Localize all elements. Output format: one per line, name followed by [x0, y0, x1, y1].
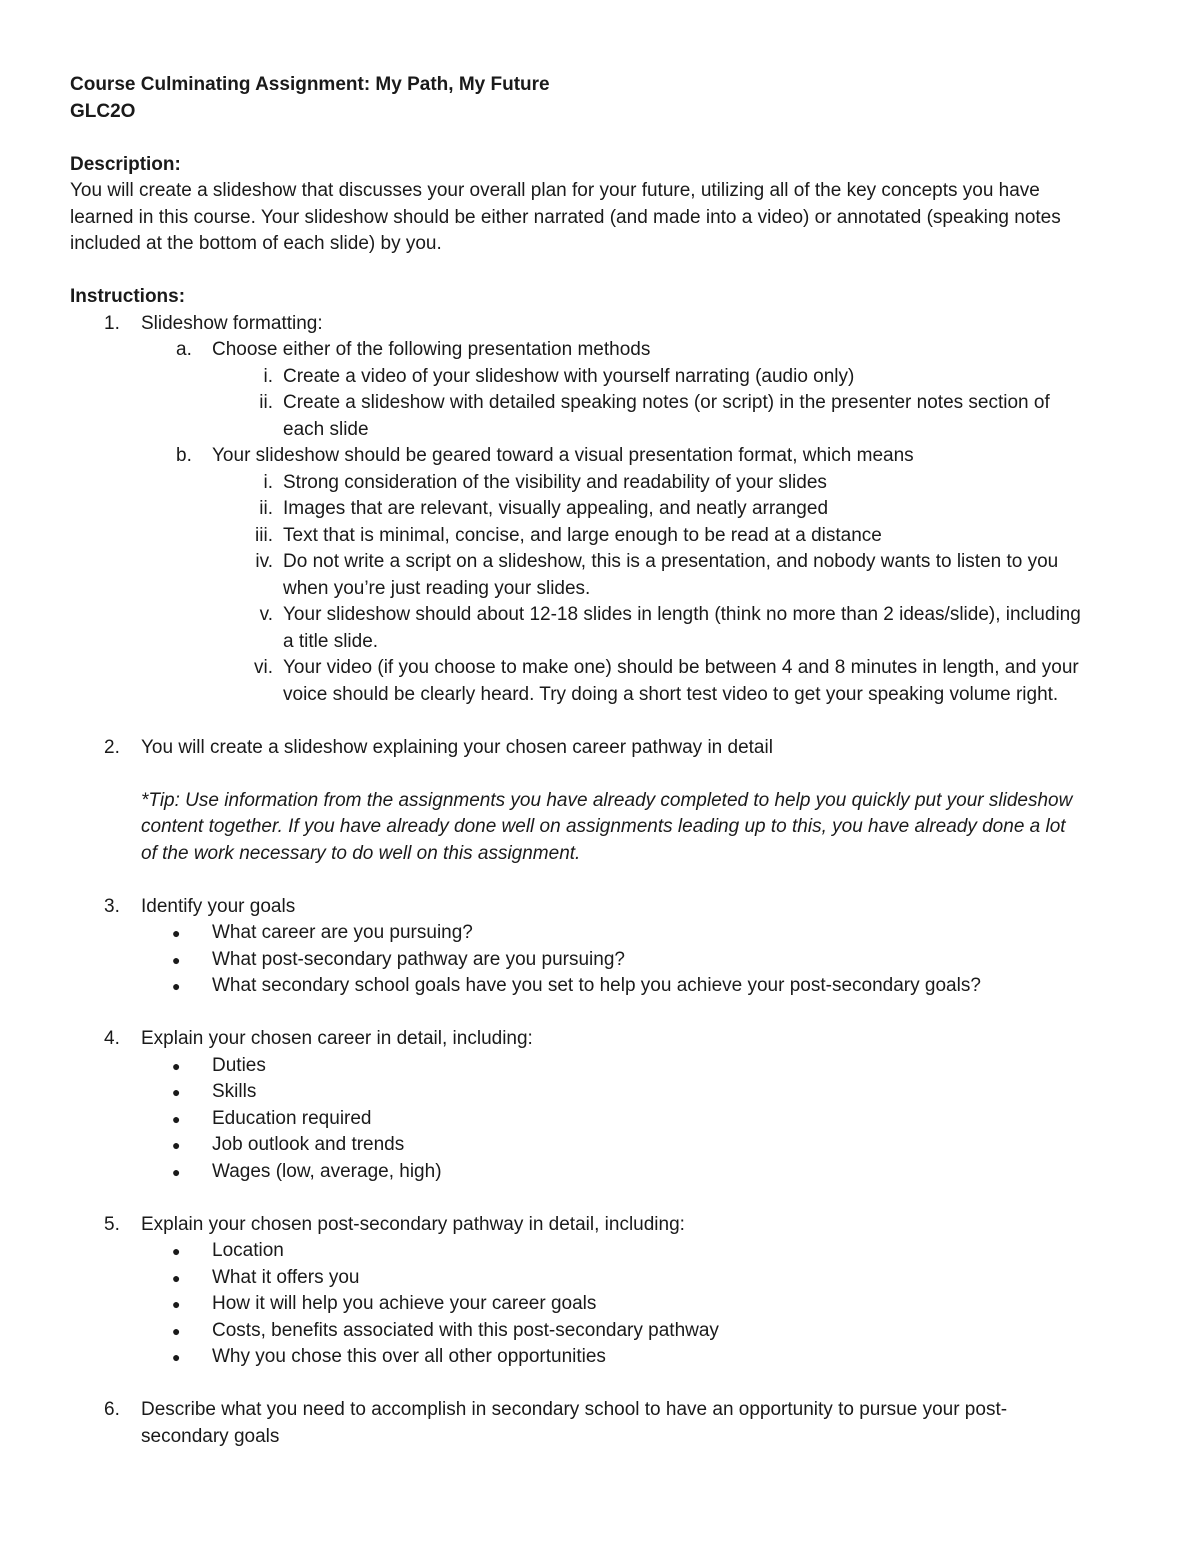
- item-number: 5.: [104, 1213, 120, 1235]
- bullet-icon: ●: [172, 951, 181, 968]
- description-heading: Description:: [70, 153, 181, 175]
- roman-numeral: ii.: [259, 392, 273, 413]
- tip-line: content together. If you have already done well on assignments leading up to this, you have already done a lot: [141, 816, 1066, 837]
- document-page: [70, 72, 1130, 1450]
- tip-line: *Tip: Use information from the assignments you have already completed to help you quickly put your slideshow: [141, 789, 1073, 811]
- roman-item: [70, 523, 1130, 550]
- bullet-icon: ●: [172, 1349, 181, 1365]
- roman-item: [70, 602, 1130, 655]
- bullet-item: [70, 1079, 1130, 1106]
- item-number: 3.: [104, 895, 120, 917]
- bullet-text: How it will help you achieve your career goals: [212, 1293, 597, 1314]
- roman-numeral: i.: [263, 471, 273, 493]
- document-title: Course Culminating Assignment: My Path, My Future: [70, 74, 550, 95]
- tip-line: of the work necessary to do well on this assignment.: [141, 842, 581, 864]
- item-text: You will create a slideshow explaining your chosen career pathway in detail: [141, 736, 773, 758]
- item-text: Explain your chosen post-secondary pathway in detail, including:: [141, 1213, 685, 1235]
- item-text: Slideshow formatting:: [141, 312, 323, 334]
- roman-item: [70, 390, 1130, 443]
- item-text: Identify your goals: [141, 895, 296, 917]
- roman-numeral: iii.: [255, 524, 273, 546]
- roman-text: a title slide.: [283, 630, 379, 652]
- bullet-text: Wages (low, average, high): [212, 1160, 442, 1182]
- instruction-item-6: [70, 1397, 1130, 1450]
- description-line: You will create a slideshow that discusses your overall plan for your future, utilizing all of the key concepts you have: [70, 180, 1040, 201]
- instruction-item-2: [70, 735, 1130, 762]
- bullet-icon: ●: [172, 1322, 181, 1339]
- roman-text: Text that is minimal, concise, and large enough to be read at a distance: [283, 524, 882, 546]
- roman-text: voice should be clearly heard. Try doing a short test video to get your speaking volume right.: [283, 683, 1059, 705]
- roman-text: when you’re just reading your slides.: [283, 577, 591, 599]
- bullet-text: Duties: [212, 1054, 266, 1076]
- bullet-icon: ●: [172, 1084, 181, 1100]
- roman-numeral: vi.: [254, 657, 273, 678]
- instruction-item-3: [70, 894, 1130, 921]
- sub-item-letter: a.: [176, 339, 192, 360]
- item-text: secondary goals: [141, 1425, 280, 1447]
- bullet-item: [70, 1344, 1130, 1371]
- item-number: 2.: [104, 736, 120, 758]
- bullet-text: What career are you pursuing?: [212, 922, 473, 943]
- roman-text: Create a video of your slideshow with yourself narrating (audio only): [283, 365, 855, 387]
- item-number: 1.: [104, 312, 120, 334]
- bullet-text: Job outlook and trends: [212, 1134, 405, 1155]
- bullet-text: Why you chose this over all other opportunities: [212, 1346, 606, 1367]
- roman-text: Your slideshow should about 12-18 slides in length (think no more than 2 ideas/slide), including: [283, 604, 1081, 625]
- bullet-item: [70, 1318, 1130, 1345]
- roman-text: Images that are relevant, visually appealing, and neatly arranged: [283, 498, 829, 519]
- instruction-item-5: [70, 1212, 1130, 1239]
- description-line: learned in this course. Your slideshow should be either narrated (and made into a video) or annotated (speaking notes: [70, 206, 1061, 228]
- roman-numeral: i.: [263, 365, 273, 387]
- roman-text: Create a slideshow with detailed speaking notes (or script) in the presenter notes section of: [283, 392, 1050, 413]
- sub-item-a: [70, 337, 1130, 364]
- roman-text: each slide: [283, 418, 369, 440]
- bullet-text: What secondary school goals have you set to help you achieve your post-secondary goals?: [212, 975, 981, 996]
- roman-text: Do not write a script on a slideshow, this is a presentation, and nobody wants to listen to you: [283, 551, 1059, 572]
- bullet-text: Education required: [212, 1107, 372, 1129]
- bullet-text: Location: [212, 1240, 284, 1261]
- instruction-item-1: [70, 311, 1130, 338]
- sub-item-b: [70, 443, 1130, 470]
- roman-item: [70, 655, 1130, 708]
- item-number: 6.: [104, 1399, 120, 1420]
- bullet-icon: ●: [172, 1137, 181, 1153]
- roman-text: Strong consideration of the visibility and readability of your slides: [283, 471, 827, 493]
- bullet-item: [70, 1053, 1130, 1080]
- bullet-icon: ●: [172, 1057, 181, 1074]
- item-text: Describe what you need to accomplish in secondary school to have an opportunity to pursue your post-: [141, 1399, 1008, 1420]
- bullet-item: [70, 1132, 1130, 1159]
- bullet-icon: ●: [172, 925, 181, 941]
- instruction-item-4: [70, 1026, 1130, 1053]
- bullet-item: [70, 947, 1130, 974]
- bullet-item: [70, 1106, 1130, 1133]
- bullet-text: Skills: [212, 1081, 257, 1102]
- sub-item-text: Choose either of the following presentation methods: [212, 339, 651, 360]
- bullet-icon: ●: [172, 978, 181, 994]
- bullet-text: What it offers you: [212, 1266, 360, 1288]
- roman-text: Your video (if you choose to make one) should be between 4 and 8 minutes in length, and your: [283, 657, 1079, 678]
- bullet-item: [70, 920, 1130, 947]
- roman-item: [70, 470, 1130, 497]
- roman-numeral: iv.: [255, 551, 273, 572]
- roman-item: [70, 549, 1130, 602]
- sub-item-letter: b.: [176, 445, 192, 466]
- bullet-item: [70, 1291, 1130, 1318]
- roman-item: [70, 496, 1130, 523]
- sub-item-text: Your slideshow should be geared toward a visual presentation format, which means: [212, 445, 914, 466]
- bullet-icon: ●: [172, 1243, 181, 1259]
- item-text: Explain your chosen career in detail, including:: [141, 1028, 533, 1049]
- bullet-item: [70, 1159, 1130, 1186]
- bullet-item: [70, 1238, 1130, 1265]
- roman-numeral: v.: [259, 604, 273, 625]
- bullet-icon: ●: [172, 1269, 181, 1286]
- item-number: 4.: [104, 1028, 120, 1049]
- bullet-item: [70, 1265, 1130, 1292]
- course-code: GLC2O: [70, 100, 136, 122]
- bullet-icon: ●: [172, 1163, 181, 1180]
- roman-item: [70, 364, 1130, 391]
- roman-numeral: ii.: [259, 498, 273, 519]
- bullet-text: Costs, benefits associated with this post-secondary pathway: [212, 1319, 719, 1341]
- bullet-item: [70, 973, 1130, 1000]
- bullet-icon: ●: [172, 1110, 181, 1127]
- bullet-icon: ●: [172, 1296, 181, 1312]
- instructions-heading: Instructions:: [70, 286, 186, 307]
- bullet-text: What post-secondary pathway are you pursuing?: [212, 948, 625, 970]
- description-line: included at the bottom of each slide) by you.: [70, 233, 442, 254]
